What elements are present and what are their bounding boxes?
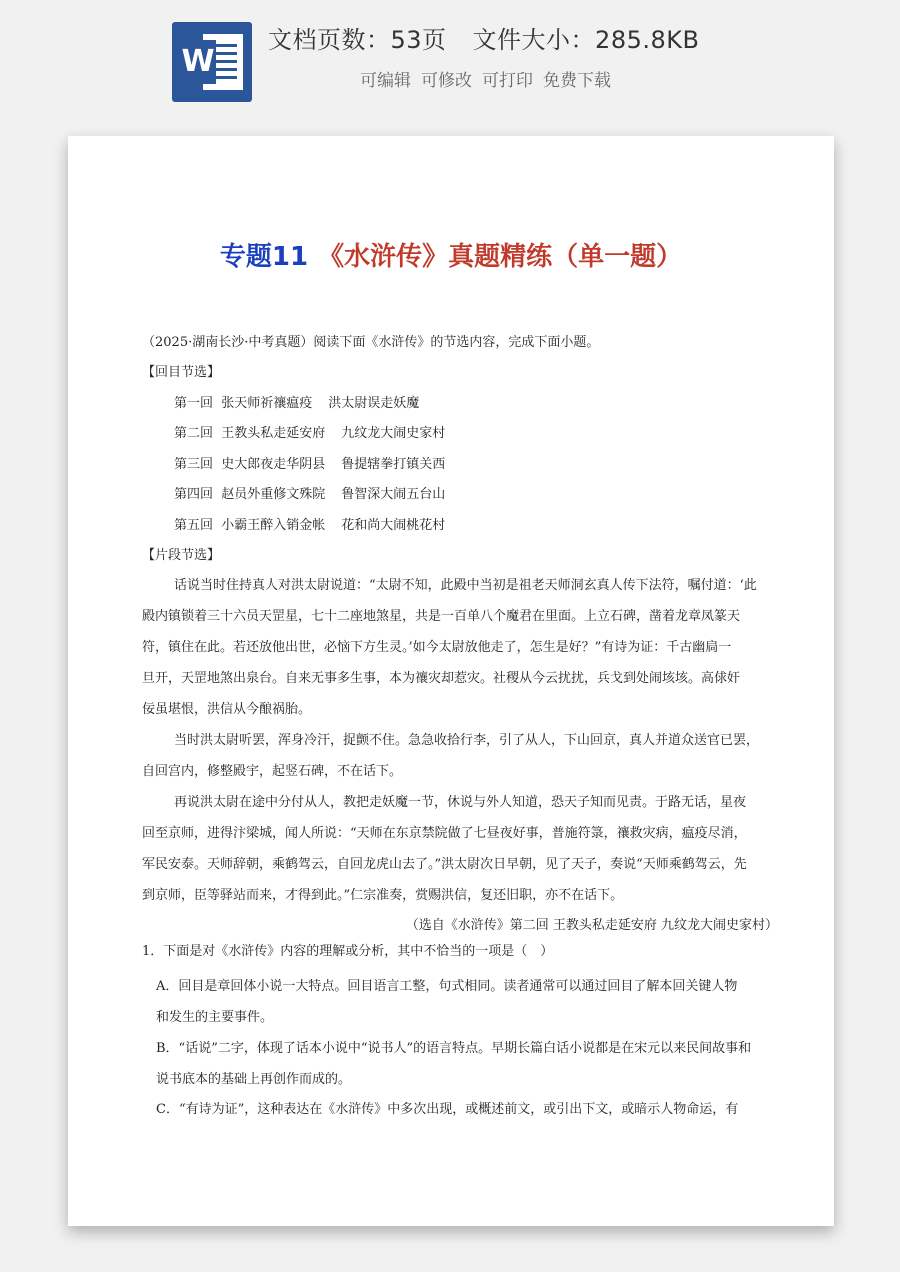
paragraph-line: 军民安泰。天师辞朝，乘鹤驾云，自回龙虎山去了。”洪太尉次日早朝，见了天子，奏说“天师乘鹤驾云，先	[142, 857, 747, 872]
paragraph-line: 佞虽堪恨，洪信从今酿祸胎。	[142, 702, 312, 717]
excerpt-source: （选自《水浒传》第二回 王教头私走延安府 九纹龙大闹史家村）	[405, 918, 778, 933]
title-topic-number: 专题11	[219, 242, 309, 272]
option-c: C．“有诗为证”，这种表达在《水浒传》中多次出现，或概述前文，或引出下文，或暗示人物命运，有	[156, 1102, 739, 1117]
download-banner	[0, 0, 900, 120]
document-page	[68, 136, 834, 1226]
option-a-continued: 和发生的主要事件。	[156, 1010, 274, 1025]
paragraph-line: 话说当时住持真人对洪太尉说道：“太尉不知，此殿中当初是祖老天师洞玄真人传下法符，嘱付道：‘此	[174, 578, 757, 593]
option-b: B．“话说”二字，体现了话本小说中“说书人”的语言特点。早期长篇白话小说都是在宋元以来民间故事和	[156, 1041, 752, 1056]
paragraph-line: 到京师，臣等驿站而来，才得到此。”仁宗准奏，赏赐洪信，复还旧职，亦不在话下。	[142, 888, 624, 903]
chapter-item: 第四回 赵员外重修文殊院 鲁智深大闹五台山	[174, 487, 446, 502]
paragraph-line: 殿内镇锁着三十六员天罡星，七十二座地煞星，共是一百单八个魔君在里面。上立石碑，凿着龙章凤篆天	[142, 609, 741, 624]
feature-editable: 可编辑	[360, 71, 411, 91]
chapter-item: 第一回 张天师祈禳瘟疫 洪太尉误走妖魔	[174, 396, 420, 411]
title-topic-name: 《水浒传》真题精练（单一题）	[318, 242, 683, 272]
chapter-item: 第三回 史大郎夜走华阴县 鲁提辖拳打镇关西	[174, 457, 446, 472]
page-count: 文档页数：53页	[268, 26, 447, 54]
paragraph-line: 当时洪太尉听罢，浑身冷汗，捉颤不住。急急收拾行李，引了从人，下山回京，真人并道众送官已罢，	[174, 733, 760, 748]
file-size: 文件大小：285.8KB	[472, 26, 700, 54]
option-b-continued: 说书底本的基础上再创作而成的。	[156, 1072, 352, 1087]
paragraph-line: 再说洪太尉在途中分付从人，教把走妖魔一节，休说与外人知道，恐天子知而见责。于路无话，星夜	[174, 795, 747, 810]
chapter-item: 第五回 小霸王醉入销金帐 花和尚大闹桃花村	[174, 518, 446, 533]
option-a: A．回目是章回体小说一大特点。回目语言工整，句式相同。读者通常可以通过回目了解本回关键人物	[156, 979, 738, 994]
document-title	[68, 236, 834, 273]
chapter-item: 第二回 王教头私走延安府 九纹龙大闹史家村	[174, 426, 446, 441]
question-stem: 1．下面是对《水浒传》内容的理解或分析，其中不恰当的一项是（ ）	[142, 944, 554, 959]
feature-list	[360, 66, 611, 91]
file-stats	[268, 20, 699, 55]
word-logo-letter: W	[180, 40, 216, 84]
paragraph-line: 回至京师，进得汴梁城，闻人所说：“天师在东京禁院做了七昼夜好事，普施符箓，禳救灾病，瘟疫尽消，	[142, 826, 747, 841]
feature-modifiable: 可修改	[421, 71, 472, 91]
feature-free-download: 免费下载	[543, 71, 611, 91]
feature-printable: 可打印	[482, 71, 533, 91]
section-heading-chapters: 【回目节选】	[142, 365, 221, 380]
section-heading-excerpt: 【片段节选】	[142, 548, 221, 563]
paragraph-line: 自回宫内，修整殿宇，起竖石碑，不在话下。	[142, 764, 403, 779]
paragraph-line: 旦开，天罡地煞出泉台。自来无事多生事，本为禳灾却惹灾。社稷从今云扰扰，兵戈到处闹垓垓。高俅奸	[142, 671, 741, 686]
word-document-icon	[172, 22, 252, 102]
intro-text: （2025·湖南长沙·中考真题）阅读下面《水浒传》的节选内容，完成下面小题。	[142, 335, 600, 350]
paragraph-line: 符，镇住在此。若还放他出世，必恼下方生灵。’如今太尉放他走了，怎生是好？”有诗为证：千古幽扃一	[142, 640, 732, 655]
